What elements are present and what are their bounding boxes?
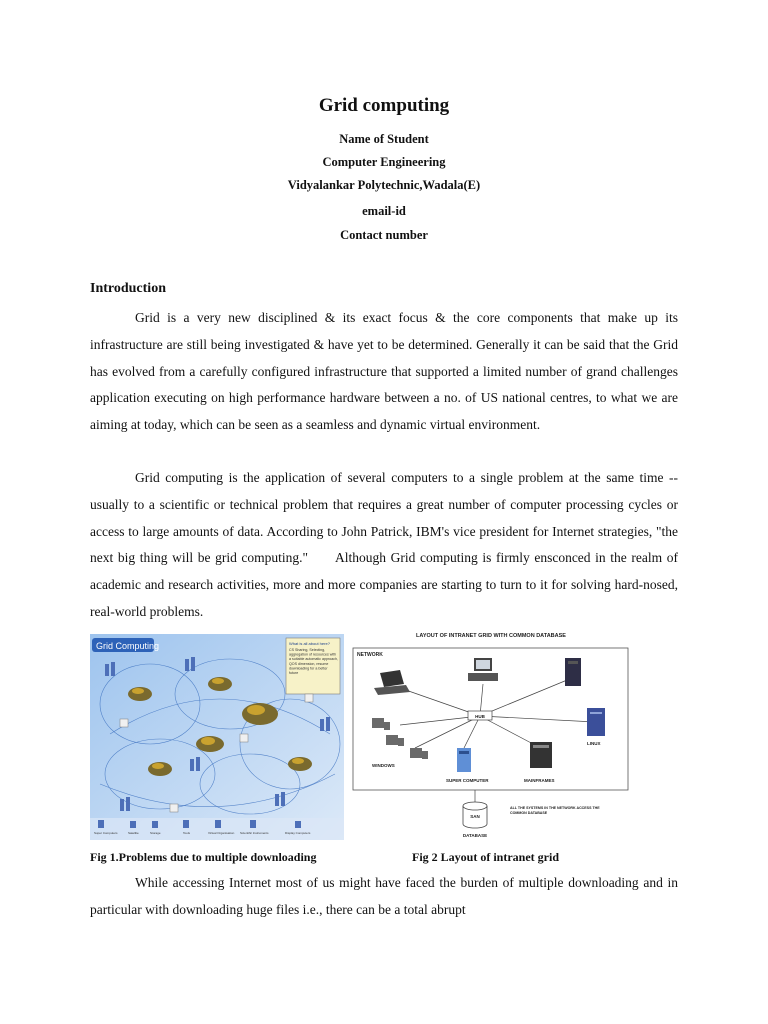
institute: Vidyalankar Polytechnic,Wadala(E): [287, 178, 481, 192]
figure1-panel-title: Grid Computing: [96, 641, 160, 651]
figure1-legend-storage: Storage: [150, 831, 161, 835]
paragraph-1: Grid is a very new disciplined & its exact focus & the core components that make up its infrastructure are still being investigated & have yet to be determined. Generally it can be said that the Grid has evolved from a carefully configured infrastructure that supported a limited number of grand challenges application executing on high performance hardware between a no. of US national centres, to what we are aiming at today, which can be seen as a seamless and dynamic virtual environment.: [90, 310, 678, 433]
figure1-legend-satellite: Satellite: [128, 831, 139, 835]
super-computer-label: SUPER COMPUTER: [446, 778, 489, 783]
hub-label: HUB: [475, 714, 485, 719]
contact-number: Contact number: [340, 228, 428, 242]
figure1-callout-text-line: aggregation of resources with: [289, 652, 337, 657]
san-label: SAN: [470, 814, 480, 819]
document-title: Grid computing: [318, 95, 450, 116]
figure1-legend-tools: Tools: [183, 831, 191, 835]
figure-2-caption: Fig 2 Layout of intranet grid: [412, 850, 559, 864]
network-label: NETWORK: [357, 652, 383, 658]
linux-label: LINUX: [587, 741, 601, 746]
intranet-grid-diagram: [350, 630, 632, 842]
linux-server-icon: [587, 708, 605, 736]
figure1-legend-scientific-instruments: Scientific Instruments: [240, 831, 269, 835]
figure1-callout-text-line: a suitable automatic approach,: [289, 657, 338, 662]
paragraph-3: While accessing Internet most of us might have faced the burden of multiple downloading and in particular with downloading huge files i.e., there can be a total abrupt: [90, 875, 678, 917]
server-tower-icon: [565, 658, 581, 686]
figure1-legend-virtual-organisation: Virtual Organisation: [208, 831, 235, 835]
figure1-callout-text-line: downloading for a better: [289, 666, 328, 671]
figure2-title: LAYOUT OF INTRANET GRID WITH COMMON DATABASE: [416, 633, 566, 639]
section-heading: Introduction: [90, 281, 166, 296]
grid-computing-illustration: [90, 634, 344, 840]
figure1-callout-text-line: future: [289, 671, 299, 675]
database-label: DATABASE: [462, 833, 488, 838]
email: email-id: [362, 204, 406, 218]
figure1-callout-title: What is all about here?: [289, 641, 330, 646]
department: Computer Engineering: [322, 155, 446, 169]
figure-1: [90, 634, 344, 840]
database-note: ALL THE SYSTEMS IN THE NETWORK ACCESS THE COMMON DATABASE: [510, 806, 600, 815]
figure1-callout-text-line: CS Sharing, Selecting,: [289, 648, 326, 652]
figure1-callout-text-line: QOS dimension, resume: [289, 661, 329, 666]
figure-2: [350, 630, 632, 842]
paragraph-2: Grid computing is the application of several computers to a single problem at the same time -- usually to a scientific or technical problem that requires a great number of computer processing cycles or access to large amounts of data. According to John Patrick, IBM's vice president for Internet strategies, "the next big thing will be grid computing." Although Grid computing is firmly ensconced in the realm of academic and research activities, more and more companies are starting to turn to it for solving hard-nosed, real-world problems.: [90, 470, 682, 619]
mainframes-icon: [530, 742, 552, 768]
figure-1-caption: Fig 1.Problems due to multiple downloading: [90, 850, 317, 864]
figure1-legend-super-computers: Super Computers: [94, 831, 118, 835]
super-computer-icon: [457, 748, 471, 772]
student-name: Name of Student: [339, 132, 429, 146]
figure1-legend-display-computers: Display Computers: [285, 831, 311, 835]
windows-label: WINDOWS: [372, 763, 395, 768]
mainframes-label: MAINFRAMES: [524, 778, 555, 783]
